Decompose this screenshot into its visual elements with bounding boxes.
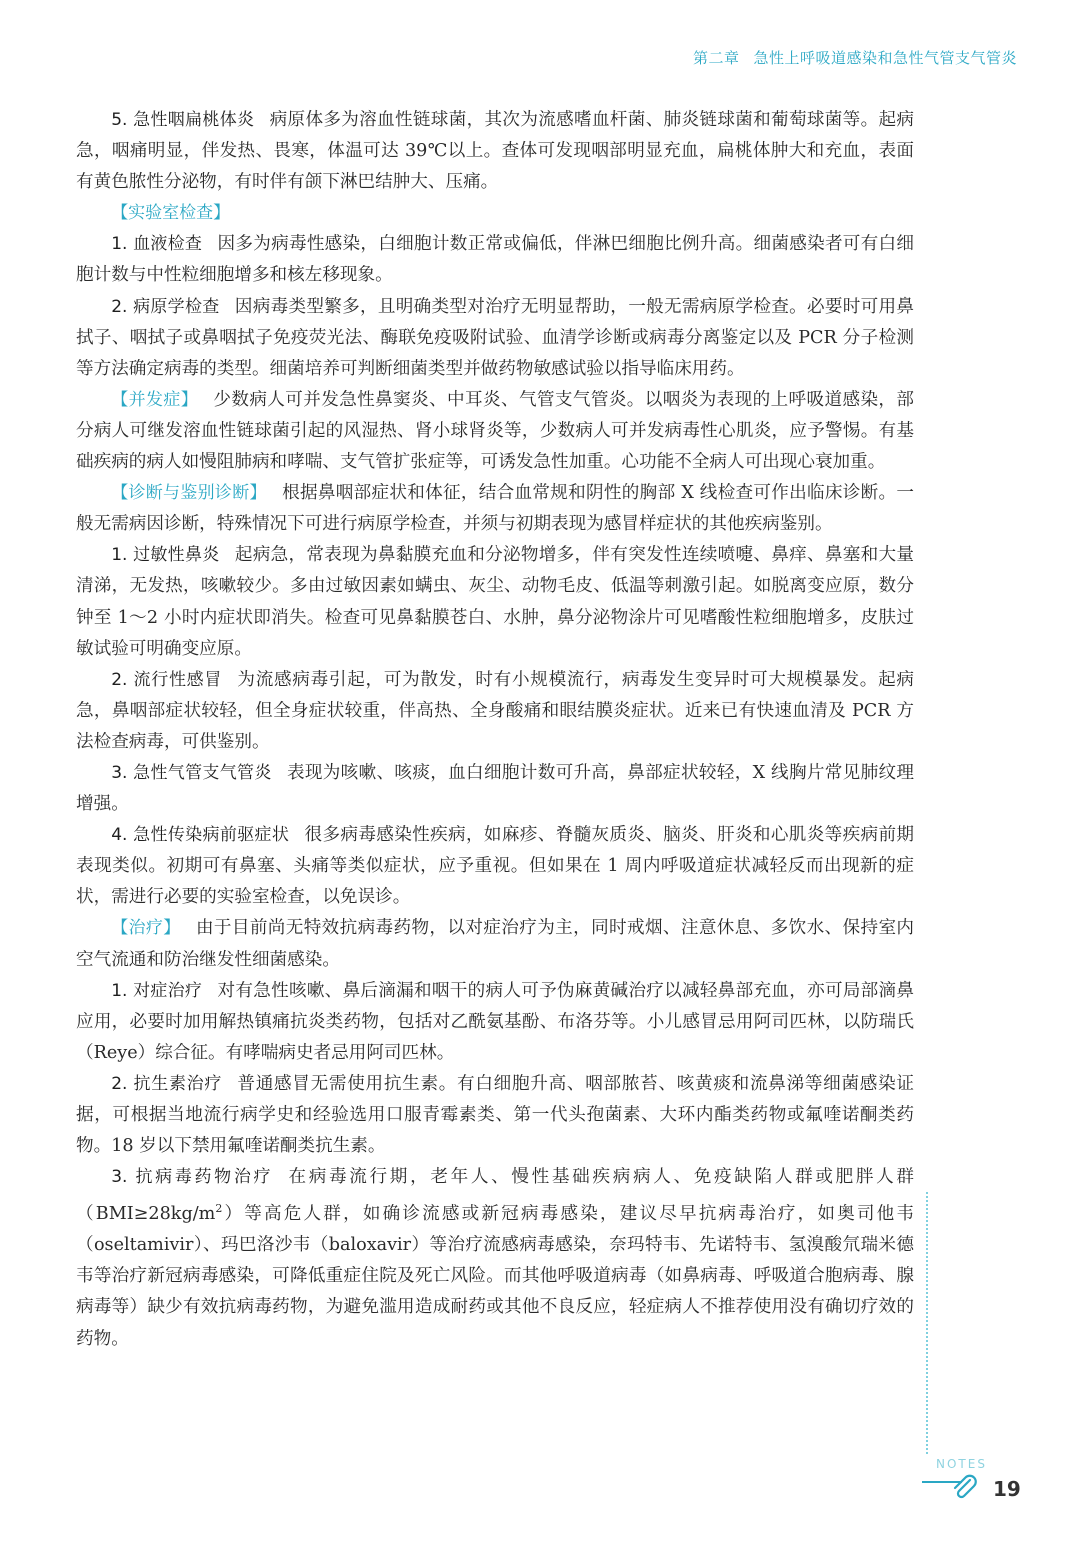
paragraph [76,385,914,478]
paragraph-text: 因病毒类型繁多，且明确类型对治疗无明显帮助，一般无需病原学检查。必要时可用鼻拭子、咽拭子或鼻咽拭子免疫荧光法、酶联免疫吸附试验、血清学诊断或病毒分离鉴定以及 PCR 分子检测等方法确定病毒的类型。细菌培养可判断细菌类型并做药物敏感试验以指导临床用药。 [76,296,914,379]
paragraph-text: 在病毒流行期，老年人、慢性基础疾病病人、免疫缺陷人群或肥胖人群（BMI≥28kg/m [76,1167,915,1225]
paragraph-text: 病原体多为溶血性链球菌，其次为流感嗜血杆菌、肺炎链球菌和葡萄球菌等。起病急，咽痛明显，伴发热、畏寒，体温可达 39℃以上。查体可发现咽部明显充血，扁桃体肿大和充血，表面有黄色脓性分泌物，有时伴有颌下淋巴结肿大、压痛。 [76,110,914,193]
paragraph-text: 很多病毒感染性疾病，如麻疹、脊髓灰质炎、脑炎、肝炎和心肌炎等疾病前期表现类似。初期可有鼻塞、头痛等类似症状，应予重视。但如果在 1 周内呼吸道症状减轻反而出现新的症状，需进行必要的实验室检查，以免误诊。 [76,825,914,908]
paragraph [76,292,914,385]
paragraph-text: 由于目前尚无特效抗病毒药物，以对症治疗为主，同时戒烟、注意休息、多饮水、保持室内空气流通和防治继发性细菌感染。 [76,918,914,970]
paragraph [76,913,914,975]
paragraph [76,820,914,913]
paragraph-text: 少数病人可并发急性鼻窦炎、中耳炎、气管支气管炎。以咽炎为表现的上呼吸道感染，部分病人可继发溶血性链球菌引起的风湿热、肾小球肾炎等，少数病人可并发病毒性心肌炎，应予警惕。有基础疾病的病人如慢阻肺病和哮喘、支气管扩张症等，可诱发急性加重。心功能不全病人可出现心衰加重。 [76,389,914,473]
body-text [76,105,914,1355]
paragraph-text: 对有急性咳嗽、鼻后滴漏和咽干的病人可予伪麻黄碱治疗以减轻鼻部充血，亦可局部滴鼻应用，必要时加用解热镇痛抗炎类药物，包括对乙酰氨基酚、布洛芬等。小儿感冒忌用阿司匹林，以防瑞氏（Reye）综合征。有哮喘病史者忌用阿司匹林。 [76,980,915,1063]
paragraph [76,665,914,758]
section-heading-lab-tests: 【实验室检查】 [111,203,231,224]
subheading: 1. 血液检查 [111,234,203,255]
subheading: 2. 抗生素治疗 [111,1073,223,1094]
superscript: 2 [215,1202,223,1216]
subheading: 2. 病原学检查 [111,296,220,317]
subheading: 5. 急性咽扁桃体炎 [111,110,255,130]
paragraph [76,758,914,820]
chapter-number: 第二章 [692,49,740,67]
subheading: 3. 抗病毒药物治疗 [111,1167,274,1188]
subheading: 3. 急性气管支气管炎 [111,762,272,783]
notes-label: NOTES [936,1457,987,1471]
chapter-title: 急性上呼吸道感染和急性气管支气管炎 [753,49,1017,67]
notes-divider [926,1192,928,1454]
subheading: 4. 急性传染病前驱症状 [111,825,290,846]
paragraph [76,540,914,664]
running-header [693,47,1017,68]
paragraph [76,105,914,198]
paragraph-text: 根据鼻咽部症状和体征，结合血常规和阴性的胸部 X 线检查可作出临床诊断。一般无需病因诊断，特殊情况下可进行病原学检查，并须与初期表现为感冒样症状的其他疾病鉴别。 [76,483,915,535]
paragraph-text: 为流感病毒引起，可为散发，时有小规模流行，病毒发生变异时可大规模暴发。起病急，鼻咽部症状较轻，但全身症状较重，伴高热、全身酸痛和眼结膜炎症状。近来已有快速血清及 PCR 方法检查病毒，可供鉴别。 [76,669,914,752]
paragraph-text: 起病急，常表现为鼻黏膜充血和分泌物增多，伴有突发性连续喷嚏、鼻痒、鼻塞和大量清涕，无发热，咳嗽较少。多由过敏因素如螨虫、灰尘、动物毛皮、低温等刺激引起。如脱离变应原，数分钟至 1～2 小时内症状即消失。检查可见鼻黏膜苍白、水肿，鼻分泌物涂片可见嗜酸性粒细胞增多，皮肤过敏试验可明确变应原。 [76,545,914,659]
paragraph [76,229,914,291]
paragraph-text: 普通感冒无需使用抗生素。有白细胞升高、咽部脓苔、咳黄痰和流鼻涕等细菌感染证据，可根据当地流行病学史和经验选用口服青霉素类、第一代头孢菌素、大环内酯类药物或氟喹诺酮类药物。18 岁以下禁用氟喹诺酮类抗生素。 [76,1073,914,1157]
paragraph [76,976,914,1069]
paragraph-text: ）等高危人群，如确诊流感或新冠病毒感染，建议尽早抗病毒治疗，如奥司他韦（oseltamivir）、玛巴洛沙韦（baloxavir）等治疗流感病毒感染，奈玛特韦、先诺特韦、氢溴酸氘瑞米德韦等治疗新冠病毒感染，可降低重症住院及死亡风险。而其他呼吸道病毒（如鼻病毒、呼吸道合胞病毒、腺病毒等）缺少有效抗病毒药物，为避免滥用造成耐药或其他不良反应，轻症病人不推荐使用没有确切疗效的药物。 [76,1204,914,1349]
page-number: 19 [993,1477,1021,1501]
paragraph [76,1069,914,1162]
paragraph [76,478,914,540]
section-heading-row [76,198,914,229]
paragraph-text: 因多为病毒性感染，白细胞计数正常或偏低，伴淋巴细胞比例升高。细菌感染者可有白细胞计数与中性粒细胞增多和核左移现象。 [76,234,915,286]
subheading: 1. 过敏性鼻炎 [111,545,220,566]
paragraph-text: 表现为咳嗽、咳痰，血白细胞计数可升高，鼻部症状较轻，X 线胸片常见肺纹理增强。 [76,762,914,815]
section-heading-diagnosis: 【诊断与鉴别诊断】 [111,483,267,504]
paperclip-icon [950,1472,980,1502]
subheading: 1. 对症治疗 [111,980,203,1001]
paragraph [76,1162,914,1354]
subheading: 2. 流行性感冒 [111,669,223,690]
section-heading-treatment: 【治疗】 [111,918,181,939]
section-heading-complications: 【并发症】 [111,389,199,410]
